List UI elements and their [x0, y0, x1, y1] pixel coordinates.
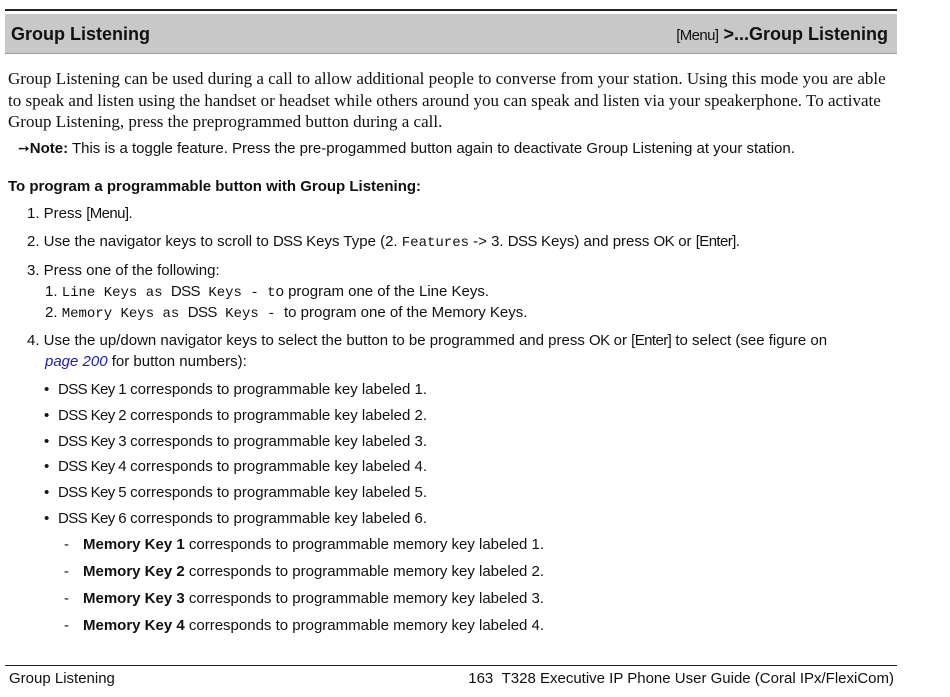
- memory-key-text: corresponds to programmable memory key labeled 2.: [184, 563, 545, 580]
- footer-document-title: T328 Executive IP Phone User Guide (Coral IPx/FlexiCom): [501, 670, 894, 687]
- dss-key-label-key: Key 1: [87, 381, 126, 398]
- step-3-option-1-name: Line Keys as: [61, 285, 171, 301]
- bullet-marker: •: [44, 510, 50, 527]
- step-2-mid4: or: [674, 233, 696, 250]
- step-2: [27, 233, 740, 251]
- bullet-marker: •: [44, 407, 50, 424]
- section-heading: To program a programmable button with Group Listening:: [8, 178, 422, 195]
- dss-key-label-key: Key 5: [87, 484, 126, 501]
- dss-key-text: corresponds to programmable key labeled 5.: [125, 484, 427, 501]
- intro-paragraph: Group Listening can be used during a call to allow additional people to converse from your station. Using this mode you are able to speak and listen using the handset or headset while others around you can speak and listen via your speakerphone. To activate Group Listening, press the preprogrammed button during a call.: [8, 69, 886, 131]
- note-label: Note:: [29, 140, 69, 157]
- step-3-option-2: [45, 304, 527, 322]
- dss-key-item: [44, 510, 427, 527]
- step-3-option-1-dss: DSS: [170, 283, 200, 300]
- memory-key-item: [64, 617, 544, 634]
- step-2-ok: OK: [653, 233, 675, 250]
- step-4: [27, 332, 827, 349]
- step-4-text-tail: for button numbers):: [107, 353, 247, 370]
- step-3: 3. Press one of the following:: [27, 262, 220, 279]
- dss-key-text: corresponds to programmable key labeled 1.: [125, 381, 427, 398]
- dss-key-label-dss: DSS: [58, 484, 88, 501]
- dss-key-label-key: Key 2: [87, 407, 126, 424]
- dss-key-label-dss: DSS: [58, 458, 88, 475]
- step-2-dss-2: DSS: [507, 233, 537, 250]
- step-2-dss: DSS: [272, 233, 302, 250]
- step-2-features: Features: [401, 235, 469, 251]
- dss-key-item: [44, 407, 427, 424]
- step-3-option-1-number: 1.: [45, 283, 62, 300]
- page-reference-link[interactable]: page 200: [45, 353, 108, 370]
- page-title: Group Listening: [11, 24, 150, 44]
- dss-key-label-key: Key 4: [87, 458, 126, 475]
- footer-section-name: Group Listening: [9, 670, 115, 687]
- memory-key-label: Memory Key 4: [83, 617, 185, 634]
- step-2-mid2: -> 3.: [469, 233, 508, 250]
- memory-key-label: Memory Key 1: [83, 536, 185, 553]
- step-4-text-end: to select (see figure on: [671, 332, 828, 349]
- step-3-option-1-description: o program one of the Line Keys.: [275, 283, 490, 300]
- memory-key-label: Memory Key 3: [83, 590, 185, 607]
- header-breadcrumb: [676, 24, 888, 45]
- step-2-mid: Keys Type (2.: [302, 233, 402, 250]
- step-3-option-1: [45, 283, 489, 301]
- page-number: 163: [468, 670, 494, 687]
- step-4-enter-key: [Enter]: [631, 332, 672, 349]
- memory-key-text: corresponds to programmable memory key labeled 1.: [184, 536, 545, 553]
- step-4-text: 4. Use the up/down navigator keys to select the button to be programmed and press: [27, 332, 589, 349]
- step-3-option-2-name-end: Keys -: [216, 306, 284, 322]
- header-crumb: >...Group Listening: [718, 24, 888, 44]
- dss-key-item: [44, 458, 427, 475]
- dss-key-label-key: Key 3: [87, 433, 126, 450]
- page-header: [5, 14, 897, 54]
- note-arrow-icon: ➙: [18, 140, 28, 156]
- step-3-option-2-number: 2.: [45, 304, 62, 321]
- dash-marker: -: [64, 536, 69, 553]
- dss-key-text: corresponds to programmable key labeled 6.: [125, 510, 427, 527]
- bullet-marker: •: [44, 458, 50, 475]
- step-3-option-2-description: to program one of the Memory Keys.: [283, 304, 528, 321]
- bullet-marker: •: [44, 381, 50, 398]
- step-2-prefix: 2. Use the navigator keys to scroll to: [27, 233, 273, 250]
- memory-key-label: Memory Key 2: [83, 563, 185, 580]
- dss-key-label-dss: DSS: [58, 510, 88, 527]
- top-rule: [5, 9, 897, 11]
- step-3-option-2-name: Memory Keys as: [61, 306, 188, 322]
- step-1-suffix: .: [128, 205, 133, 222]
- dash-marker: -: [64, 590, 69, 607]
- bullet-marker: •: [44, 433, 50, 450]
- memory-key-text: corresponds to programmable memory key labeled 3.: [184, 590, 545, 607]
- step-2-mid3: Keys) and press: [536, 233, 654, 250]
- memory-key-item: [64, 563, 544, 580]
- dss-key-item: [44, 381, 427, 398]
- step-3-option-1-name-end: Keys - t: [199, 285, 276, 301]
- step-2-suffix: .: [735, 233, 740, 250]
- memory-key-item: [64, 536, 544, 553]
- memory-key-text: corresponds to programmable memory key labeled 4.: [184, 617, 545, 634]
- dss-key-text: corresponds to programmable key labeled 4.: [125, 458, 427, 475]
- dash-marker: -: [64, 563, 69, 580]
- dss-key-label-dss: DSS: [58, 381, 88, 398]
- step-4-ok: OK: [589, 332, 610, 349]
- dss-key-label-dss: DSS: [58, 433, 88, 450]
- dss-key-item: [44, 433, 427, 450]
- memory-key-item: [64, 590, 544, 607]
- footer-page-info: [468, 670, 894, 687]
- step-1: [27, 205, 133, 222]
- footer-rule: [5, 665, 897, 666]
- dss-key-text: corresponds to programmable key labeled 2.: [125, 407, 427, 424]
- dss-key-text: corresponds to programmable key labeled 3.: [125, 433, 427, 450]
- dss-key-label-key: Key 6: [87, 510, 126, 527]
- note-text: This is a toggle feature. Press the pre-progammed button again to deactivate Group Listening at your station.: [68, 140, 795, 157]
- note: [18, 140, 795, 157]
- step-4-continued: [45, 353, 247, 370]
- step-1-prefix: 1. Press: [27, 205, 87, 222]
- step-1-menu-key: [Menu]: [86, 205, 129, 222]
- step-3-option-2-dss: DSS: [187, 304, 217, 321]
- header-menu-key: [Menu]: [676, 27, 719, 44]
- dss-key-item: [44, 484, 427, 501]
- dss-key-label-dss: DSS: [58, 407, 88, 424]
- dash-marker: -: [64, 617, 69, 634]
- step-4-or: or: [609, 332, 632, 349]
- step-2-enter-key: [Enter]: [695, 233, 736, 250]
- bullet-marker: •: [44, 484, 50, 501]
